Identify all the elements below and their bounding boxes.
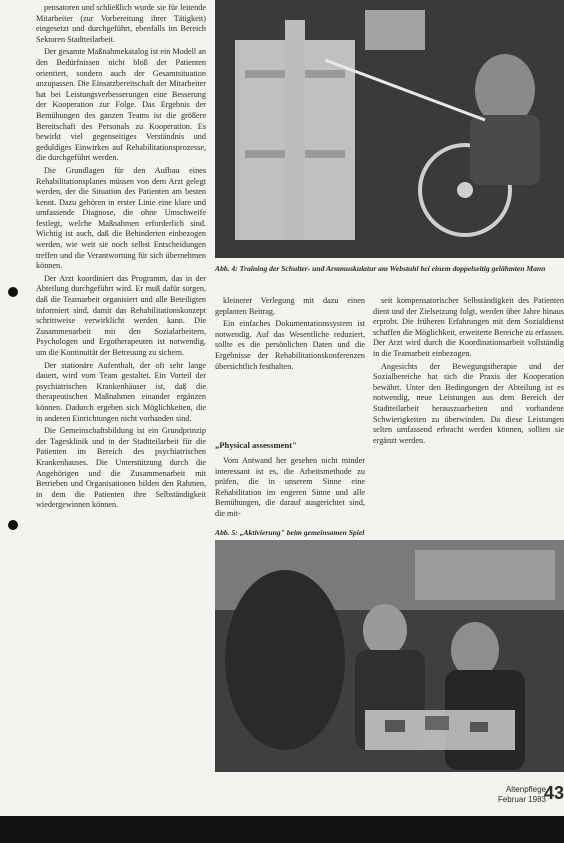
paragraph: Vom Antwand her gesehen nicht minder interessant ist es, die Arbeitsmethode zu prüfen, die in unserem Sinne eine Rehabilitation im engeren Sinne und alle Bemühungen, die darauf ausgerichtet sind, die mit-	[215, 456, 365, 518]
text-column-2b	[215, 456, 365, 520]
paragraph: Die Grundlagen für den Aufbau eines Rehabilitationsplanes müssen von dem Arzt gelegt werden, der die Situation des Patienten am besten kennt. Dazu gehören in erster Linie eine klare und umfassende Diagnose, die ohne Umschweife festlegt, welche Maßnahmen erforderlich sind. Wichtig ist auch, daß die Behinderten einbezogen werden, wie weit sie noch selbst Entscheidungen treffen und die Verantwortung für sich übernehmen können.	[36, 165, 206, 271]
journal-name: Altenpflege	[505, 785, 546, 794]
workshop-photo	[215, 0, 564, 258]
issue-date: Februar 1983	[497, 795, 546, 804]
page-number: 43	[543, 783, 564, 803]
page-footer	[498, 785, 546, 805]
paragraph: Angesichts der Bewegungstherapie und der Sozialbereiche hat sich die Praxis der Kooperation bewährt. Unter den Bedingungen der Abteilung ist es notwendig, neue Leistungen aus dem Bereich der Stadtteilarbeit herauszuarbeiten und vorhandene Schwierigkeiten zu überwinden. Da diese Leistungen selten umfassend erbracht werden können, sollten sie ergänzt werden.	[373, 361, 564, 445]
paragraph: Ein einfaches Dokumentationssystem ist notwendig. Auf das Wesentliche reduziert, sollte es die persönlichen Daten und die Ergebnisse der Rehabilitationskonferenzen übersichtlich festhalten.	[215, 319, 365, 371]
photo-caption: Abb. 4: Training der Schulter- und Armmuskulatur am Webstuhl bei einem doppelseitig gelähmten Mann	[215, 264, 546, 273]
text-column-2	[215, 296, 365, 372]
punch-hole	[8, 520, 18, 530]
photo-caption: Abb. 5: „Aktivierung" beim gemeinsamen Spiel	[215, 528, 365, 537]
paragraph: seit kompensatorischer Selbständigkeit des Patienten dient und der Zielsetzung folgt, werden über Jahre hinaus erprobt. Die früheren Erfahrungen mit dem Sozialdienst schaffen die Möglichkeit, erweiterte Bereiche zu erfassen. Der Arzt wird durch die Koordinationsarbeit vollständig in die Teamarbeit einbezogen.	[373, 296, 564, 358]
text-column-1	[36, 3, 206, 783]
paragraph: pensatoren und schließlich wurde sie für leitende Mitarbeiter (zur Vorbereitung ihrer Tätigkeit) eingesetzt und durchgeführt, ebenfalls im Bereich Sektoren Stadtteilarbeit.	[36, 3, 206, 44]
paragraph: Der stationäre Aufenthalt, der oft sehr lange dauert, wird vom Team gestaltet. Ein Vorteil der psychiatrischen Krankenhäuser ist, daß die therapeutischen Maßnahmen einander ergänzen können. Dadurch ergeben sich Möglichkeiten, die in anderen Einrichtungen nicht vorhanden sind.	[36, 360, 206, 423]
paragraph: Die Gemeinschaftsbildung ist ein Grundprinzip der Tagesklinik und in der Stadtteilarbeit für die Patienten im Bereich des psychiatrischen Krankenhauses. Die Unterstützung durch die Angehörigen und die Zusammenarbeit mit Betrieben und Organisationen bilden den Rahmen, in dem die Patienten ihre Selbständigkeit wiedergewinnen können.	[36, 426, 206, 510]
group-game-photo-icon	[215, 540, 564, 772]
punch-hole	[8, 287, 18, 297]
workshop-photo-icon	[215, 0, 564, 258]
section-heading: „Physical assessment"	[215, 440, 297, 450]
paragraph: Der Arzt koordiniert das Programm, das in der Abteilung durchgeführt wird. Er muß dafür sorgen, daß die Teamarbeit organisiert und alle Beteiligten informiert sind, damit das Rehabilitationskonzept schrittweise verwirklicht werden kann. Die Zusammenarbeit mit den Sozialarbeitern, Psychologen und Ergotherapeuten ist notwendig, um die Kontinuität der Betreuung zu sichern.	[36, 273, 206, 357]
group-game-photo	[215, 540, 564, 772]
paragraph: kleinerer Verlegung mit dazu einen geplanten Beitrag.	[215, 296, 365, 316]
paragraph: Der gesamte Maßnahmekatalog ist ein Modell an den Bedürfnissen nicht bloß der Patienten orientiert, sondern auch der Gesamtsituation anzupassen. Die Einsatzbereitschaft der Mitarbeiter hat bei Leistungsverbesserungen eine Besserung der Kooperation zur Folge. Das Ergebnis der Bemühungen des ganzen Teams ist die größere Bereitschaft des Personals zu Kooperation. Es bewirkt viel gegenseitiges Verständnis und geduldiges Einwirken auf Rehabilitationsprozesse, die durchgeführt werden.	[36, 47, 206, 163]
scan-edge	[0, 816, 564, 843]
text-column-3	[373, 296, 564, 446]
